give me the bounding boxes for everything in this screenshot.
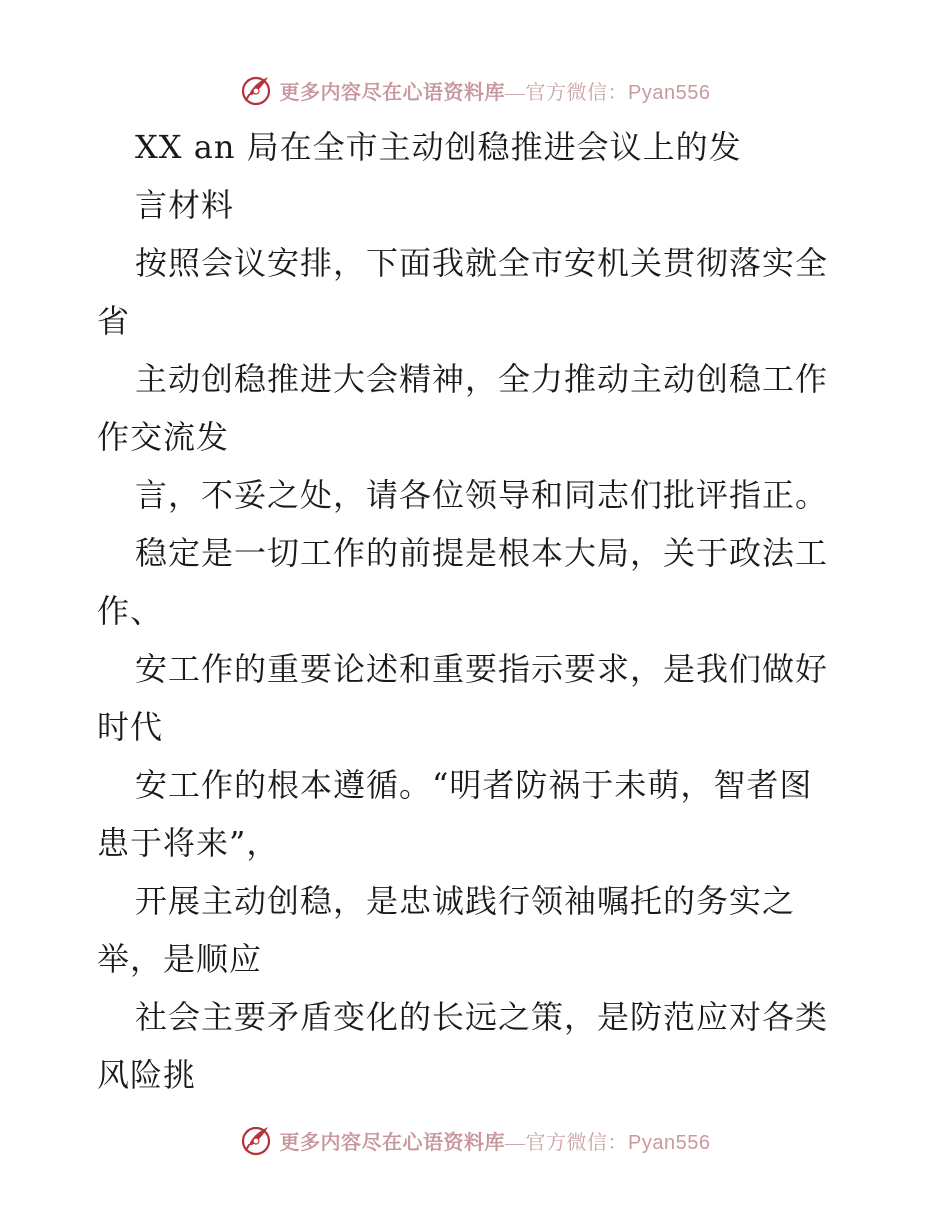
document-line: 按照会议安排，下面我就全市安机关贯彻落实全 xyxy=(135,244,829,282)
banner-text xyxy=(280,1126,711,1155)
document-body xyxy=(97,118,857,1104)
quill-logo-icon xyxy=(240,1123,274,1157)
banner-wechat-id: Pyan556 xyxy=(628,1131,711,1154)
document-line: XX an 局在全市主动创稳推进会议上的发 xyxy=(135,128,742,166)
banner-separator: — xyxy=(505,81,526,104)
document-line: 时代 xyxy=(97,708,164,746)
quill-logo-icon xyxy=(240,73,274,107)
banner-wechat-label: 官方微信： xyxy=(525,1131,629,1154)
banner-separator: — xyxy=(505,1131,526,1154)
banner-text xyxy=(280,76,711,105)
document-line: 举，是顺应 xyxy=(97,940,263,978)
banner-brand-text: 更多内容尽在心语资料库 xyxy=(279,1131,506,1154)
document-line: 风险挑 xyxy=(97,1056,197,1094)
header-banner[interactable] xyxy=(0,70,950,110)
banner-wechat-id: Pyan556 xyxy=(628,81,711,104)
banner-wechat-label: 官方微信： xyxy=(525,81,629,104)
document-line: 主动创稳推进大会精神，全力推动主动创稳工作 xyxy=(135,360,829,398)
document-line: 稳定是一切工作的前提是根本大局，关于政法工 xyxy=(135,534,829,572)
document-line: 作交流发 xyxy=(97,418,230,456)
document-line: 安工作的重要论述和重要指示要求，是我们做好 xyxy=(135,650,829,688)
document-line: 社会主要矛盾变化的长远之策，是防范应对各类 xyxy=(135,998,829,1036)
document-line: 言材料 xyxy=(135,186,235,224)
document-line: 安工作的根本遵循。“明者防祸于未萌，智者图 xyxy=(135,766,813,804)
document-line: 开展主动创稳，是忠诚践行领袖嘱托的务实之 xyxy=(135,882,796,920)
document-line: 省 xyxy=(97,302,131,340)
document-line: 言，不妥之处，请各位领导和同志们批评指正。 xyxy=(135,476,829,514)
footer-banner[interactable] xyxy=(0,1120,950,1160)
document-line: 患于将来”， xyxy=(97,824,280,862)
document-line: 作、 xyxy=(97,592,164,630)
banner-brand-text: 更多内容尽在心语资料库 xyxy=(279,81,506,104)
